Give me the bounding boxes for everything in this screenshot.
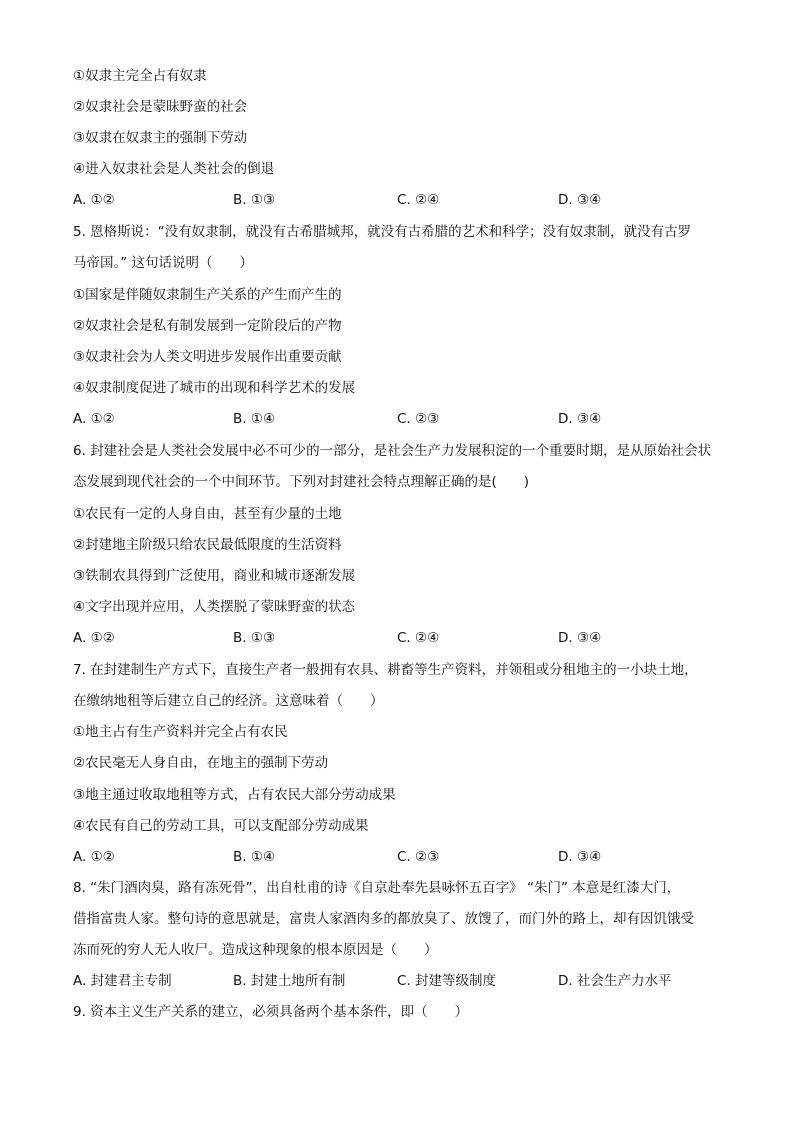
q9-stem-line-1: 9. 资本主义生产关系的建立，必须具备两个基本条件，即（ ） xyxy=(73,1004,469,1020)
q4-statement-2: ②奴隶社会是蒙昧野蛮的社会 xyxy=(73,99,248,115)
q6-statement-1: ①农民有一定的人身自由，甚至有少量的土地 xyxy=(73,506,342,522)
q4-options xyxy=(73,191,733,209)
q5-option-c[interactable]: C. ②③ xyxy=(397,411,440,427)
q7-statement-3: ③地主通过收取地租等方式，占有农民大部分劳动成果 xyxy=(73,787,396,803)
q4-option-b[interactable]: B. ①③ xyxy=(233,192,276,208)
q4-statement-4: ④进入奴隶社会是人类社会的倒退 xyxy=(73,161,275,177)
q6-option-d[interactable]: D. ③④ xyxy=(558,630,602,646)
q4-option-c[interactable]: C. ②④ xyxy=(397,192,440,208)
q5-statement-3: ③奴隶社会为人类文明进步发展作出重要贡献 xyxy=(73,349,342,365)
q7-statement-4: ④农民有自己的劳动工具，可以支配部分劳动成果 xyxy=(73,818,369,834)
q8-option-d[interactable]: D. 社会生产力水平 xyxy=(558,973,672,989)
q6-stem-line-1: 6. 封建社会是人类社会发展中必不可少的一部分，是社会生产力发展积淀的一个重要时期，是从原始社会状 xyxy=(73,443,712,459)
q6-option-b[interactable]: B. ①③ xyxy=(233,630,276,646)
q7-options xyxy=(73,848,733,866)
q6-statement-4: ④文字出现并应用，人类摆脱了蒙昧野蛮的状态 xyxy=(73,599,356,615)
q5-option-a[interactable]: A. ①② xyxy=(73,411,115,427)
q5-stem-line-1: 5. 恩格斯说：“没有奴隶制，就没有古希腊城邦，就没有古希腊的艺术和科学；没有奴隶制，就没有古罗 xyxy=(73,224,692,240)
q5-statement-1: ①国家是伴随奴隶制生产关系的产生而产生的 xyxy=(73,287,342,303)
q7-option-b[interactable]: B. ①④ xyxy=(233,849,276,865)
q7-option-a[interactable]: A. ①② xyxy=(73,849,115,865)
q4-statement-3: ③奴隶在奴隶主的强制下劳动 xyxy=(73,130,248,146)
q6-statement-2: ②封建地主阶级只给农民最低限度的生活资料 xyxy=(73,537,342,553)
q4-statement-1: ①奴隶主完全占有奴隶 xyxy=(73,68,207,84)
q8-option-c[interactable]: C. 封建等级制度 xyxy=(397,973,497,989)
q5-option-d[interactable]: D. ③④ xyxy=(558,411,602,427)
q7-option-d[interactable]: D. ③④ xyxy=(558,849,602,865)
q7-statement-1: ①地主占有生产资料并完全占有农民 xyxy=(73,724,288,740)
q7-statement-2: ②农民毫无人身自由，在地主的强制下劳动 xyxy=(73,755,329,771)
q5-statement-4: ④奴隶制度促进了城市的出现和科学艺术的发展 xyxy=(73,380,356,396)
q5-stem-line-2: 马帝国。” 这句话说明（ ） xyxy=(73,255,254,271)
q8-stem-line-2: 借指富贵人家。整句诗的意思就是，富贵人家酒肉多的都放臭了、放馊了，而门外的路上，却有因饥饿受 xyxy=(73,911,694,927)
q7-option-c[interactable]: C. ②③ xyxy=(397,849,440,865)
q5-options xyxy=(73,410,733,428)
q8-option-b[interactable]: B. 封建土地所有制 xyxy=(233,973,346,989)
q4-option-d[interactable]: D. ③④ xyxy=(558,192,602,208)
q8-stem-line-1: 8. “朱门酒肉臭，路有冻死骨”，出自杜甫的诗《自京赴奉先县咏怀五百字》 “朱门” 本意是红漆大门， xyxy=(73,880,681,896)
q5-option-b[interactable]: B. ①④ xyxy=(233,411,276,427)
q8-stem-line-3: 冻而死的穷人无人收尸。造成这种现象的根本原因是（ ） xyxy=(73,942,438,958)
q6-option-a[interactable]: A. ①② xyxy=(73,630,115,646)
q6-statement-3: ③铁制农具得到广泛使用，商业和城市逐渐发展 xyxy=(73,568,356,584)
q8-option-a[interactable]: A. 封建君主专制 xyxy=(73,973,172,989)
q6-stem-line-2: 态发展到现代社会的一个中间环节。下列对封建社会特点理解正确的是( ) xyxy=(73,474,530,490)
q7-stem-line-1: 7. 在封建制生产方式下，直接生产者一般拥有农具、耕畜等生产资料，并领租或分租地主的一小块土地， xyxy=(73,662,698,678)
q6-options xyxy=(73,629,733,647)
q6-option-c[interactable]: C. ②④ xyxy=(397,630,440,646)
q8-options xyxy=(73,972,733,990)
q5-statement-2: ②奴隶社会是私有制发展到一定阶段后的产物 xyxy=(73,318,342,334)
q4-option-a[interactable]: A. ①② xyxy=(73,192,115,208)
q7-stem-line-2: 在缴纳地租等后建立自己的经济。这意味着（ ） xyxy=(73,693,384,709)
